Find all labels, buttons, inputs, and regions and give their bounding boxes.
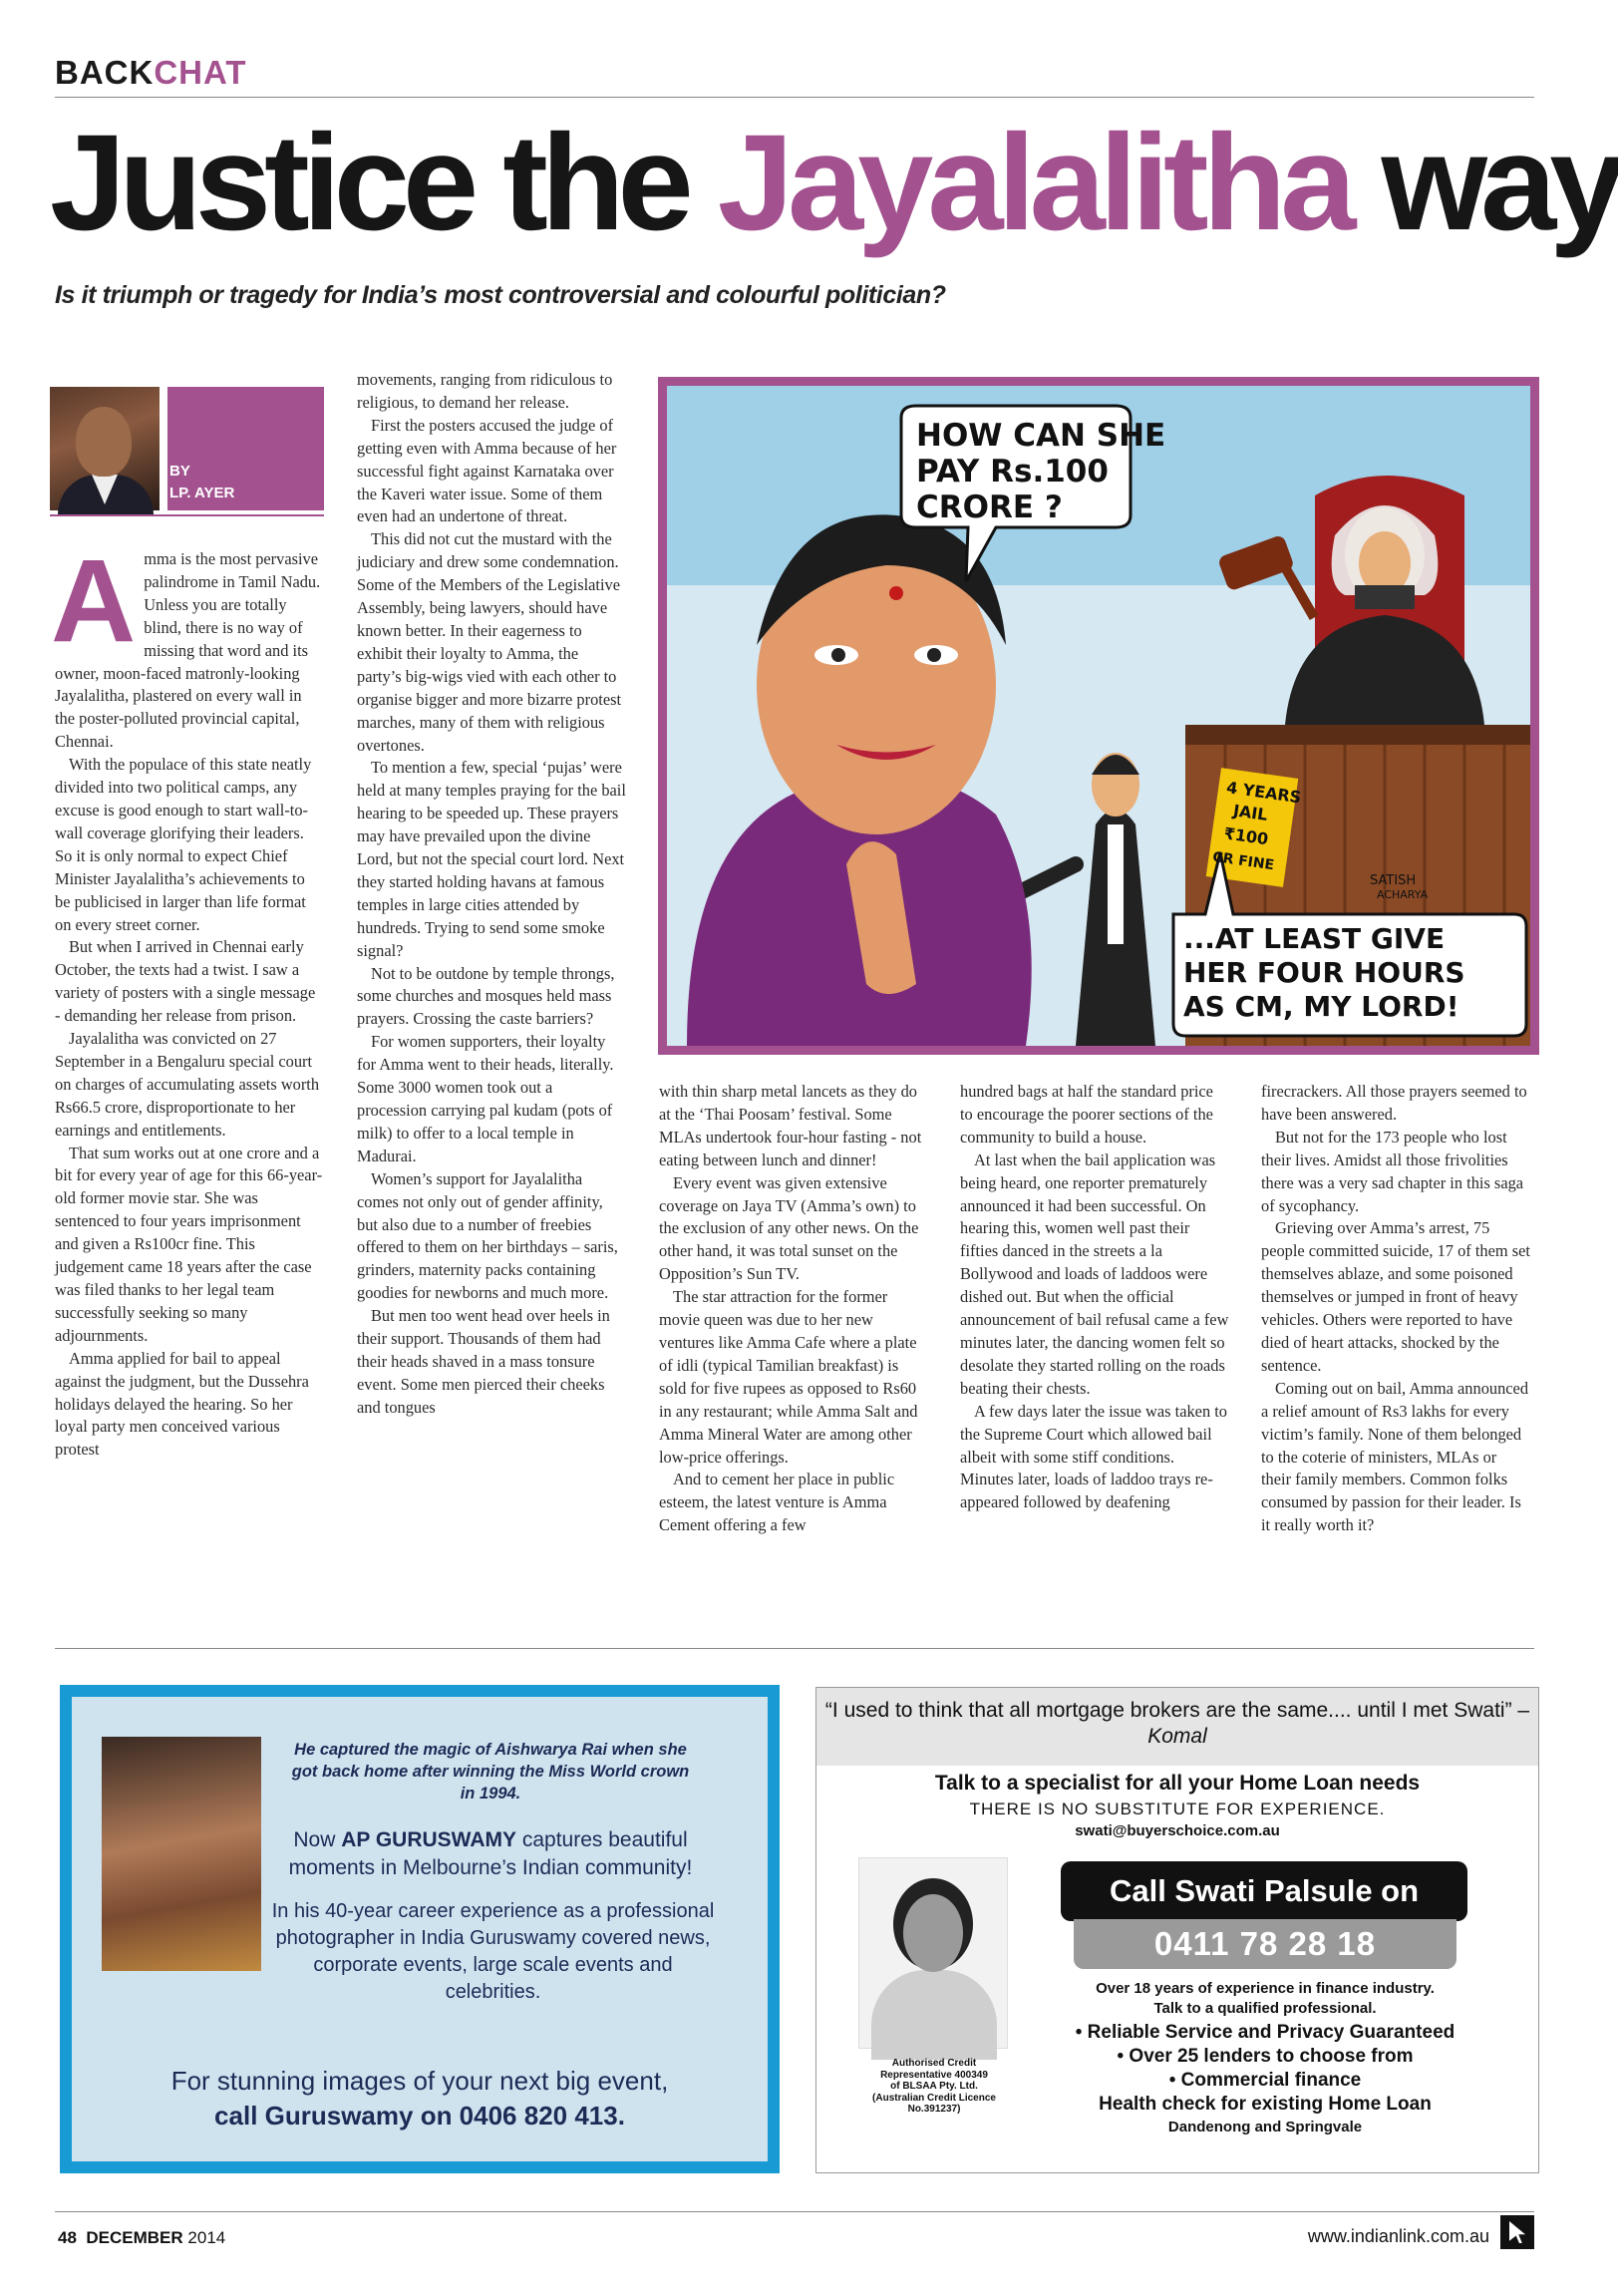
placard-line4: CR FINE bbox=[1211, 848, 1275, 874]
paragraph: Every event was given extensive coverage on Jaya TV (Amma’s own) to the exclusion of any other news. On the other hand, it was total sunset on the Opposition’s Sun TV. bbox=[659, 1172, 919, 1284]
article-column-2 bbox=[357, 369, 626, 1420]
photographer-name: AP GURUSWAMY bbox=[341, 1828, 517, 1851]
standfirst: Is it triumph or tragedy for India’s most controversial and colourful politician? bbox=[55, 281, 946, 309]
paragraph: mma is the most pervasive palindrome in Tamil Nadu. Unless you are totally blind, there is no way of missing that word and its owner, moon-faced matronly-looking Jayalalitha, plastered on every wall in the poster-polluted provincial capital, Chennai. bbox=[55, 549, 321, 752]
article-column-5 bbox=[1261, 1081, 1530, 1537]
paragraph: The star attraction for the former movie queen was due to her new ventures like Amma Cafe where a plate of idli (typical Tamilian breakfast) is sold for five rupees as opposed to Rs60 in any restaurant; while Amma Salt and Amma Mineral Water are among other low-price offerings. bbox=[659, 1287, 918, 1467]
list-item: • Reliable Service and Privacy Guaranteed bbox=[1075, 2022, 1456, 2043]
drop-cap: A bbox=[51, 535, 137, 667]
footer-rule bbox=[55, 2211, 1534, 2212]
ad2-heading: Talk to a specialist for all your Home Loan needs bbox=[934, 1772, 1421, 1795]
ad2-email-link[interactable]: swati@buyerschoice.com.au bbox=[1075, 1822, 1280, 1839]
ad1-body: In his 40-year career experience as a professional photographer in India Guruswamy covered news, corporate events, large scale events and celebrities. bbox=[271, 1900, 715, 2003]
paragraph: hundred bags at half the standard price to encourage the poorer sections of the community to build a house. bbox=[960, 1082, 1213, 1147]
cartoonist-signature-1: SATISH bbox=[1370, 873, 1417, 888]
paragraph: with thin sharp metal lancets as they do at the ‘Thai Poosam’ festival. Some MLAs undertook four-hour fasting - not eating between lunch and dinner! bbox=[659, 1082, 922, 1169]
paragraph: Grieving over Amma’s arrest, 75 people committed suicide, 17 of them set themselves ablaze, and some poisoned themselves or jumped in front of heavy vehicles. Others were reported to have died of heart attacks, shocked by the sentence. bbox=[1261, 1218, 1530, 1375]
bubble1-line1: HOW CAN SHE bbox=[916, 418, 1166, 454]
paragraph: Women’s support for Jayalalitha comes not only out of gender affinity, but also due to a number of freebies offered to them on her birthdays – saris, grinders, maternity packs containing goodies for newborns and much more. bbox=[357, 1168, 618, 1303]
ad2-call-banner: Call Swati Palsule on bbox=[1061, 1861, 1467, 1921]
top-rule bbox=[55, 97, 1534, 98]
author-photo bbox=[50, 387, 160, 510]
ad2-feature-list bbox=[1021, 2021, 1509, 2117]
broker-photo bbox=[858, 1857, 1008, 2049]
paragraph: Jayalalitha was convicted on 27 September in a Bengaluru special court on charges of accumulating assets worth Rs66.5 crore, disproportionate to her earnings and entitlements. bbox=[55, 1029, 320, 1140]
byline-text bbox=[169, 461, 234, 504]
paragraph: Coming out on bail, Amma announced a relief amount of Rs3 lakhs for every victim’s family. None of them belonged to the coterie of ministers, MLAs or their family members. Common folks consumed by passion for their leader. Is it really worth it? bbox=[1261, 1378, 1529, 1535]
bubble2-line1: ...AT LEAST GIVE bbox=[1183, 922, 1446, 955]
headline bbox=[50, 105, 1618, 262]
ad2-experience: Over 18 years of experience in finance industry. Talk to a qualified professional. bbox=[1096, 1980, 1435, 2017]
placard-line3: ₹100 bbox=[1222, 823, 1270, 849]
photographer-ad[interactable] bbox=[60, 1685, 780, 2173]
paragraph: To mention a few, special ‘pujas’ were held at many temples praying for the bail hearing to be speeded up. These prayers may have prevailed upon the divine Lord, but not the special court lord. Next they started holding havans at famous temples in large cities attended by hundreds. Trying to send some smoke signal? bbox=[357, 758, 626, 960]
paragraph: But men too went head over heels in their support. Thousands of them had their heads shaved in a mass tonsure event. Some men pierced their cheeks and tongues bbox=[357, 1306, 610, 1417]
paragraph: And to cement her place in public esteem, the latest venture is Amma Cement offering a few bbox=[659, 1470, 895, 1535]
credit-representative-note: Authorised Credit Representative 400349 of BLSAA Pty. Ltd. (Australian Credit Licence No.391237) bbox=[872, 2058, 996, 2115]
ad2-subheading: THERE IS NO SUBSTITUTE FOR EXPERIENCE. bbox=[969, 1800, 1386, 1818]
byline-by: BY bbox=[169, 463, 190, 480]
cartoonist-signature-2: ACHARYA bbox=[1377, 888, 1429, 901]
list-item: • Commercial finance bbox=[1168, 2070, 1362, 2091]
bubble2-line3: AS CM, MY LORD! bbox=[1183, 990, 1459, 1023]
placard-line1: 4 YEARS bbox=[1225, 778, 1303, 808]
bubble1-line2: PAY Rs.100 bbox=[916, 454, 1109, 490]
ad1-caption: He captured the magic of Aishwarya Rai when she got back home after winning the Miss World crown in 1994. bbox=[291, 1741, 690, 1803]
article-column-4 bbox=[960, 1081, 1229, 1514]
paragraph: At last when the bail application was being heard, one reporter prematurely announced it had been successful. On hearing this, women well past their fifties danced in the streets a la Bollywood and loads of laddoos were dished out. But when the official announcement of bail refusal came a few minutes later, the dancing women felt so desolate they started rolling on the roads beating their chests. bbox=[960, 1149, 1229, 1398]
list-item: Health check for existing Home Loan bbox=[1099, 2094, 1432, 2115]
issue-month: DECEMBER bbox=[86, 2228, 183, 2247]
mortgage-broker-ad[interactable] bbox=[815, 1687, 1539, 2173]
headline-post: way bbox=[1350, 107, 1618, 259]
paragraph: But not for the 173 people who lost their lives. Amidst all those frivolities there was a very sad chapter in this saga of sycophancy. bbox=[1261, 1127, 1524, 1215]
paragraph: But when I arrived in Chennai early October, the texts had a twist. I saw a variety of posters with a single message - demanding her release from prison. bbox=[55, 937, 316, 1026]
byline-name: LP. AYER bbox=[169, 485, 235, 501]
section-tag-part2: CHAT bbox=[154, 54, 247, 91]
ad1-cta-phone[interactable]: call Guruswamy on 0406 820 413. bbox=[214, 2101, 625, 2131]
ad2-phone-number[interactable]: 0411 78 28 18 bbox=[1074, 1919, 1456, 1969]
paragraph: For women supporters, their loyalty for Amma went to their heads, literally. Some 3000 women took out a procession carrying pal kudam (pots of milk) to offer to a local temple in Madurai. bbox=[357, 1032, 614, 1165]
bubble2-line2: HER FOUR HOURS bbox=[1183, 956, 1465, 989]
paragraph: movements, ranging from ridiculous to religious, to demand her release. bbox=[357, 370, 613, 412]
ad-photo-portrait bbox=[102, 1737, 261, 1971]
section-tag bbox=[55, 54, 247, 92]
issue-year: 2014 bbox=[187, 2228, 226, 2247]
paragraph: First the posters accused the judge of getting even with Amma because of her successful fight against Karnataka over the Kaveri water issue. Some of them even had an undertone of threat. bbox=[357, 415, 617, 526]
ad2-quote: “I used to think that all mortgage brokers are the same.... until I met Swati” – Komal bbox=[824, 1699, 1530, 1748]
section-tag-part1: BACK bbox=[55, 54, 155, 91]
headline-pre: Justice the bbox=[50, 107, 718, 259]
ad1-cta-line1: For stunning images of your next big event, bbox=[170, 2066, 669, 2096]
headline-highlight: Jayalalitha bbox=[717, 107, 1351, 259]
website-link[interactable]: www.indianlink.com.au bbox=[1307, 2226, 1489, 2246]
paragraph: With the populace of this state neatly divided into two political camps, any excuse is good enough to start wall-to-wall coverage glorifying their leaders. So it is only normal to expect Chief Minister Jayalalitha’s achievements to be publicised in larger than life format on every street corner. bbox=[55, 755, 312, 934]
placard-line2: JAIL bbox=[1231, 801, 1269, 824]
paragraph: A few days later the issue was taken to the Supreme Court which allowed bail albeit with some stiff conditions. Minutes later, loads of laddoo trays re-appeared followed by deafening bbox=[960, 1401, 1227, 1512]
article-column-1 bbox=[51, 535, 324, 1462]
page-number: 48 bbox=[58, 2228, 77, 2247]
paragraph: firecrackers. All those prayers seemed to have been answered. bbox=[1261, 1082, 1527, 1124]
ad1-intro: Now AP GURUSWAMY captures beautiful moments in Melbourne’s Indian community! bbox=[288, 1828, 693, 1879]
ad2-locations: Dandenong and Springvale bbox=[1167, 2119, 1363, 2135]
mid-rule bbox=[55, 1648, 1534, 1649]
page-folio bbox=[58, 2228, 225, 2248]
list-item: • Over 25 lenders to choose from bbox=[1117, 2046, 1414, 2067]
paragraph: That sum works out at one crore and a bit for every year of age for this 66-year-old former movie star. She was sentenced to four years imprisonment and given a Rs100cr fine. This judgement came 18 years after the case was filed thanks to her legal team successfully seeking so many adjournments. bbox=[55, 1143, 323, 1345]
paragraph: Not to be outdone by temple throngs, some churches and mosques held mass prayers. Crossing the caste barriers? bbox=[357, 963, 615, 1029]
paragraph: Amma applied for bail to appeal against the judgment, but the Dussehra holidays delayed the hearing. So her loyal party men conceived various protest bbox=[55, 1348, 309, 1460]
paragraph: This did not cut the mustard with the judiciary and drew some condemnation. Some of the Members of the Legislative Assembly, being lawyers, should have known better. In their eagerness to exhibit their loyalty to Amma, the party’s big-wigs vied with each other to organise bigger and more bizarre protest marches, many of them with religious overtones. bbox=[357, 529, 622, 755]
cursor-arrow-icon bbox=[1500, 2215, 1534, 2249]
article-column-3 bbox=[659, 1081, 928, 1537]
bubble1-line3: CRORE ? bbox=[916, 490, 1063, 525]
editorial-cartoon bbox=[658, 377, 1539, 1055]
